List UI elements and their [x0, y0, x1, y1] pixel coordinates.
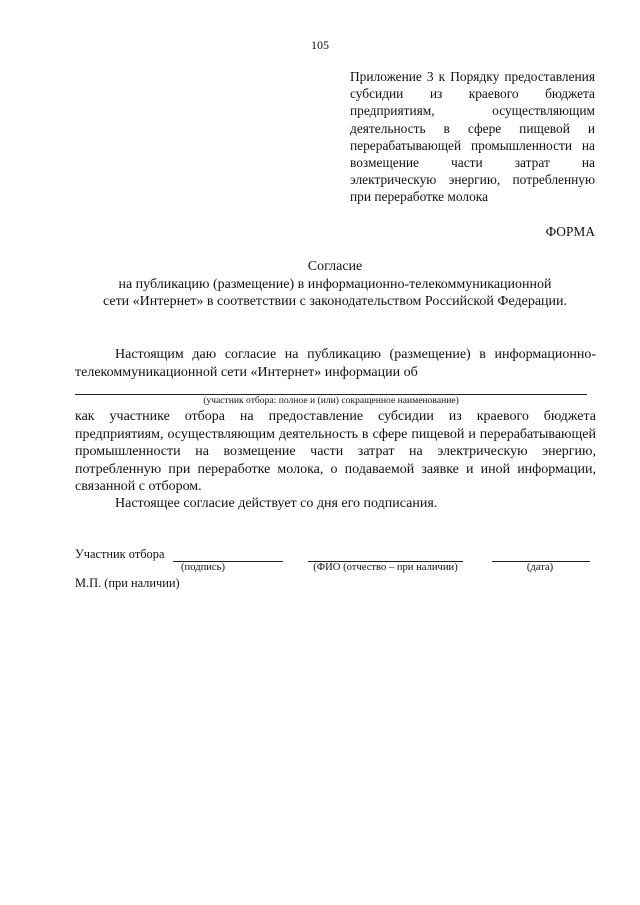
consent-paragraph-2: как участнике отбора на предоставление субсидии из краевого бюджета предприятиям, осуществляющим деятельность в сфере пищевой и перерабатывающей промышленности на возмещение части затрат на электрическую энергию, потребленную при переработке молока, о подаваемой заявке и иной информации, связанной с отбором.	[75, 409, 596, 494]
stamp-label: М.П. (при наличии)	[75, 576, 180, 590]
consent-subtitle-line-2: сети «Интернет» в соответствии с законодательством Российской Федерации.	[102, 294, 568, 309]
appendix-note: Приложение 3 к Порядку предоставления субсидии из краевого бюджета предприятиям, осуществляющим деятельность в сфере пищевой и перерабатывающей промышленности на возмещение части затрат на электрическую энергию, потребленную при переработке молока	[350, 69, 595, 205]
date-caption: (дата)	[526, 562, 554, 573]
consent-subtitle-line-1: на публикацию (размещение) в информационно-телекоммуникационной	[118, 276, 552, 292]
signature-caption: (подпись)	[181, 562, 225, 573]
consent-paragraph-3: Настоящее согласие действует со дня его подписания.	[115, 496, 438, 511]
form-label: ФОРМА	[545, 224, 595, 239]
consent-heading	[60, 258, 610, 311]
fio-caption: (ФИО (отчество – при наличии)	[313, 562, 458, 573]
page-number: 105	[311, 38, 329, 52]
consent-title: Согласие	[307, 259, 363, 274]
participant-name-caption: (участник отбора: полное и (или) сокращенное наименование)	[203, 395, 459, 406]
consent-paragraph-1: Настоящим даю согласие на публикацию (размещение) в информационно-телекоммуникационной сети «Интернет» информации об	[75, 347, 596, 380]
participant-label: Участник отбора	[75, 547, 165, 561]
